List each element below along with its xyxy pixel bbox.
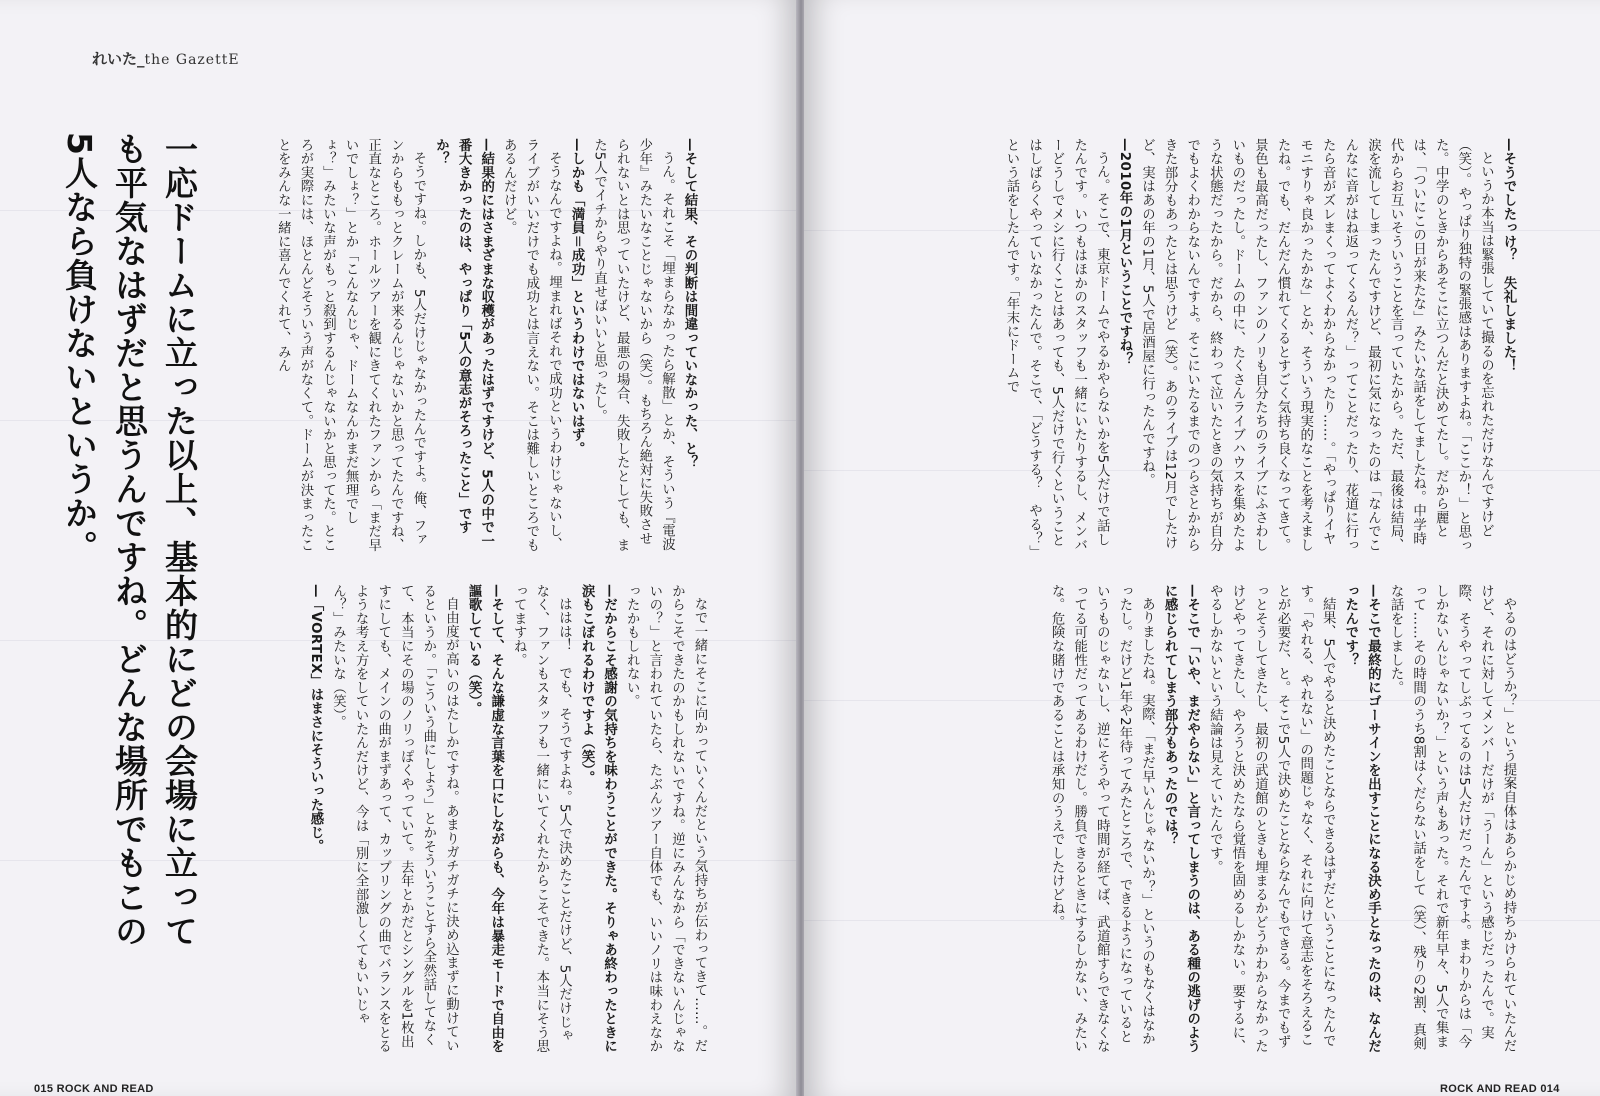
left-lower-column <box>230 584 710 1054</box>
right-lower-question: —そこで最終的にゴーサインを出すことになる決め手となったのは、なんだったんです？ <box>1342 584 1381 1054</box>
running-head-band: the GazettE <box>144 52 240 68</box>
folio-right-number: 014 <box>1540 1083 1560 1095</box>
right-lower-answer: 結果、5人でやると決めたことならできるはずだということになったんです。「やれる、やれない」の問題じゃなく、それに向けて意志をそろえることが必要だ、と。そこで5人で決めたことならなんでもできる。今までもずっとそうしてきたし、最初の武道館のときも埋まるかどうかわからなかったけどやってきたし、やろうと決めたなら覚悟を固めるしかない。要するに、やるしかないという結論は見えていたんです。 <box>1207 584 1336 1054</box>
right-lower-question: —そこで「いや、まだやらない」と言ってしまうのは、ある種の逃げのように感じられてしまう部分もあったのでは？ <box>1162 584 1200 1054</box>
right-lower-answer: やるのはどうか？」という提案自体はあらかじめ持ちかけられていたんだけど、それに対してメンバーだけが「うーん」という感じだったんで。実際、そうやってしぶってるのは5人だけだったんですよ。まわりからは「今しかないんじゃないか？」という声もあった。それで新年早々、5人で集まって……その時間のうち8割はくだらない話をして（笑）、残りの2割、真剣な話をしました。 <box>1388 584 1516 1053</box>
right-upper-answer: うん。そこで、東京ドームでやるかやらないかを5人だけで話したんです。いつもはほかのスタッフも一緒にいたりするし、メンバーどうしでメシに行くことはあっても、5人だけで行くということはしばらくやっていなかったんで。そこで、「どうする？ やる？」という話をしたんです。「年末にドームで <box>1003 138 1110 553</box>
left-lower-question: —だからこそ感謝の気持ちを味わうことができた。そりゃあ終わったときに涙もこぼれるわけですよ（笑）。 <box>579 584 617 1054</box>
left-lower-answer: ははは！ でも、そうですよね。5人で決めたことだけど、5人だけじゃなく、ファンもスタッフも一緒にいてくれたからこそできた。本当にそう思ってますね。 <box>511 584 572 1054</box>
left-page <box>0 0 798 1096</box>
left-upper-column <box>222 138 700 556</box>
left-lower-question: —そして、そんな謙虚な言葉を口にしながらも、今年は暴走モードで自由を謳歌している（笑）。 <box>466 584 504 1054</box>
pull-quote-headline: 一応ドームに立った以上、基本的にどの会場に立っても平気なはずだと思うんですね。どんな場所でもこの5人なら負けないというか。 <box>60 132 199 948</box>
left-upper-answer: そうなんですよね。埋まればそれで成功というわけじゃないし、ライブがいいだけでも成功とは言えない。そこは難しいところでもあるんだけど。 <box>501 138 562 552</box>
folio-left <box>34 1083 154 1095</box>
right-upper-question: —そうでしたっけ？ 失礼しました！ <box>1501 138 1516 373</box>
folio-left-magazine: ROCK AND READ <box>56 1083 154 1095</box>
left-upper-answer: うん。それこそ「埋まらなかったら解散」とか、そういう『電波少年』みたいなことじゃないから（笑）。もちろん絶対に失敗させられないとは思っていたけど、最悪の場合、失敗したとしても、また5人でイチからやり直せばいいと思ったし。 <box>591 138 675 552</box>
left-upper-answer: そうですね。しかも、5人だけじゃなかったんですよ。俺、ファンからももっとクレームが来るんじゃないかと思ってたんですね、正直なところ。ホールツアーを観にきてくれたファンから「まだ早いでしょ？」とか「こんなんじゃ、ドームなんかまだ無理でしょ？」みたいな声がもっと殺到するんじゃないかと思ってた。ところが実際には、ほとんどそういう声がなくて。ドームが決まったことをみんな一緒に喜んでくれて、みん <box>275 138 426 552</box>
folio-right <box>1440 1083 1560 1095</box>
folio-right-magazine: ROCK AND READ <box>1440 1083 1537 1095</box>
right-upper-question: —2010年の1月ということですね？ <box>1116 138 1132 366</box>
running-head-separator: _ <box>137 50 145 68</box>
left-lower-answer: 自由度が高いのはたしかですね。あまりガチガチに決め込まずに動けているというか。「こういう曲にしよう」とかそういうことすら全然話してなくて、本当にその場のノリっぽくやっていて。去年とかだとシングルを1枚出すにしても、メインの曲がまずあって、カップリングの曲でバランスをとるような考え方をしていたんだけど、今は「別に全部激しくてもいいじゃん？」みたいな（笑）。 <box>330 584 459 1054</box>
left-lower-answer: なで一緒にそこに向かっていくんだという気持ちが伝わってきて……。だからこそできたのかもしれないですね。逆にみんなから「できないんじゃないの？」と言われていたら、たぶんツアー自体でも、いいノリは味わえなかったかもしれない。 <box>624 584 707 1054</box>
running-head <box>92 48 240 69</box>
right-lower-column <box>864 584 1519 1054</box>
running-head-name: れいた <box>92 50 138 68</box>
right-upper-column <box>864 138 1519 556</box>
right-lower-answer: ありましたね。実際、「まだ早いんじゃないか？」というのもなくはなかったし。だけど1年や2年待ってみたところで、できるようになっているというものじゃないし、逆にそうやって時間が経てば、武道館すらできなくなってる可能性だってあるわけだし。勝負できるときにするしかない、みたいな。危険な賭けであることは承知のうえでしたけどね。 <box>1049 584 1155 1054</box>
left-upper-question: —しかも「満員＝成功」というわけではないはず。 <box>569 138 585 456</box>
left-upper-question: —そして結果、その判断は間違っていなかった、と？ <box>682 138 697 470</box>
folio-left-number: 015 <box>34 1083 54 1095</box>
right-page <box>804 0 1600 1096</box>
left-upper-question: —結果的にはさまざまな収穫があったはずですけど、5人の中で一番大きかったのは、やっぱり「5人の意志がそろったこと」ですか？ <box>433 138 494 548</box>
right-upper-answer: というか本当は緊張していて撮るのを忘れただけなんですけど（笑）。やっぱり独特の緊張感はありますよね。「ここか！」と思った。中学のときからあそこに立つんだと決めてたし。だから麗とは、「ついにこの日が来たな」みたいな話をしてましたね。中学時代からお互いそういうことを言っていたから。ただ、最後は結局、涙を流してしまったんですけど、最初に気になったのは「なんでこんなに音がはね返ってくるんだ？」ってことだったり、花道に行ったら音がズレまくってよくわからなかったり……。「やっぱりイヤモニすりゃ良かったかな」とか、そういう現実的なことを考えましたね。でも、だんだん慣れてくるとすごく気持ち良くなってきて。景色も最高だったし、ファンのノリも自分たちのライブにふさわしいものだったし。ドームの中に、たくさんライブハウスを集めたような状態だったから。だから、終わって泣いたときの気持ちが自分でもよくわからないんですよ。そこにいたるまでのつらさとかからきた部分もあったとは思うけど（笑）。あのライブは12月でしたけど、実はあの年の1月、5人で居酒屋に行ったんですね。 <box>1139 138 1494 553</box>
left-lower-question: —「VORTEX」はまさにそういった感じ。 <box>307 584 323 854</box>
